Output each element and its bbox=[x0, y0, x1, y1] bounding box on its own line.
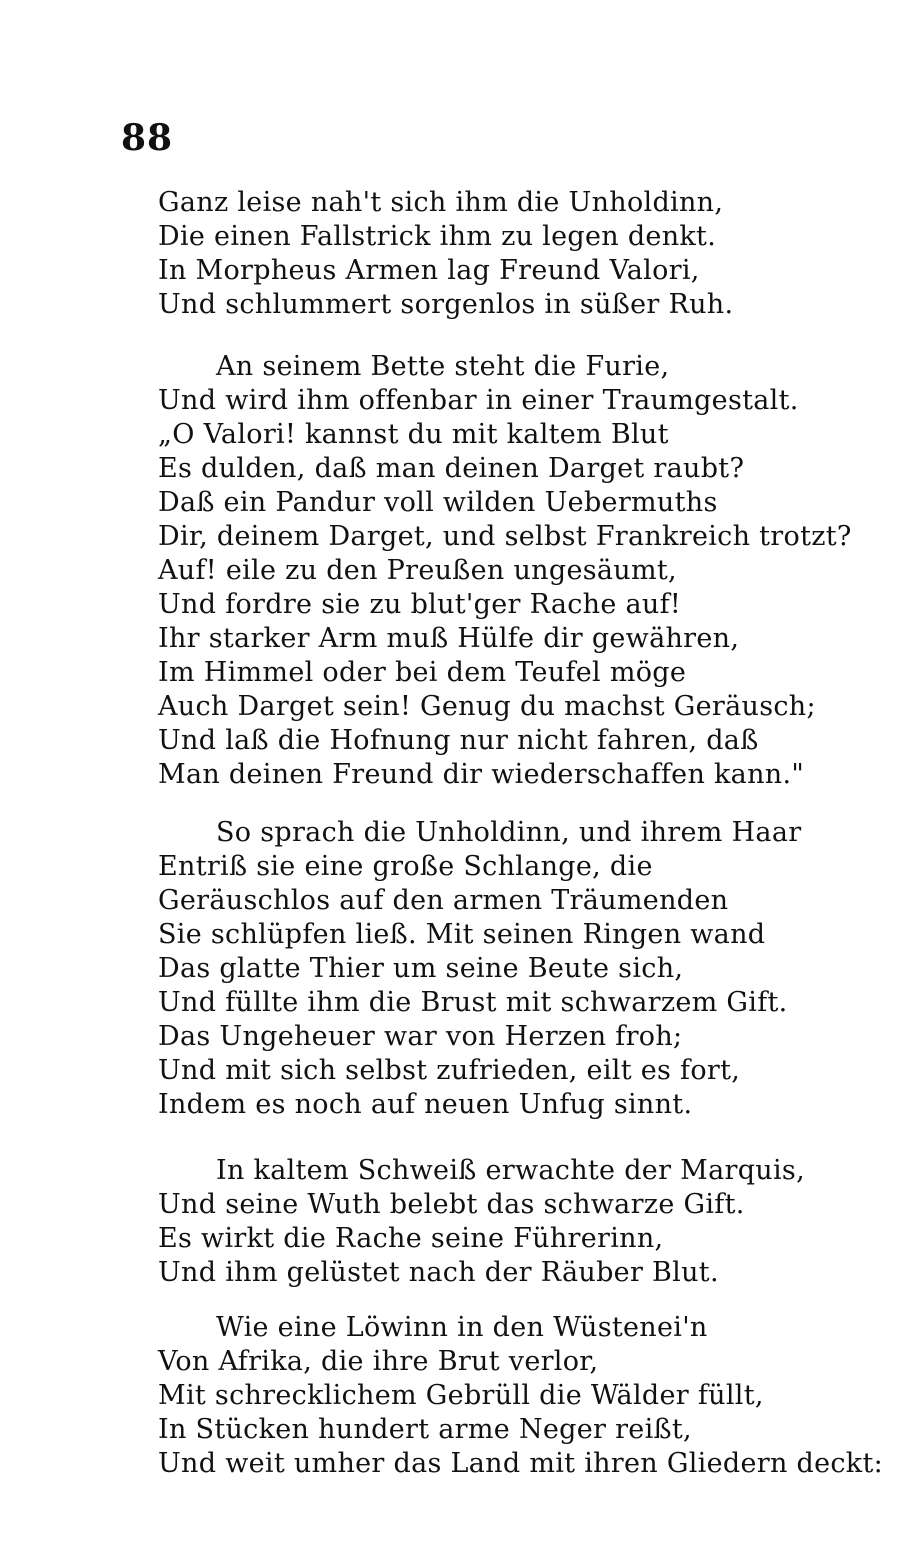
verse-line: Man deinen Freund dir wiederschaffen kann." bbox=[158, 759, 805, 790]
verse-line: Geräuschlos auf den armen Träumenden bbox=[158, 885, 729, 916]
verse-line: Und seine Wuth belebt das schwarze Gift. bbox=[158, 1189, 745, 1220]
page-number: 88 bbox=[121, 117, 174, 159]
verse-line: Von Afrika, die ihre Brut verlor, bbox=[158, 1346, 599, 1377]
verse-line: Die einen Fallstrick ihm zu legen denkt. bbox=[158, 221, 717, 252]
verse-line: In Stücken hundert arme Neger reißt, bbox=[158, 1414, 692, 1445]
stanza bbox=[158, 186, 838, 322]
verse-line: Und ihm gelüstet nach der Räuber Blut. bbox=[158, 1257, 719, 1288]
verse-line: Es wirkt die Rache seine Führerinn, bbox=[158, 1223, 664, 1254]
verse-line: Entriß sie eine große Schlange, die bbox=[158, 851, 653, 882]
stanza bbox=[158, 1311, 884, 1481]
poem-text bbox=[158, 186, 884, 1481]
verse-line: Im Himmel oder bei dem Teufel möge bbox=[158, 657, 687, 688]
verse-line: Wie eine Löwinn in den Wüstenei'n bbox=[216, 1312, 708, 1343]
verse-line: An seinem Bette steht die Furie, bbox=[216, 351, 670, 382]
verse-line: Das glatte Thier um seine Beute sich, bbox=[158, 953, 684, 984]
verse-line: Und füllte ihm die Brust mit schwarzem Gift. bbox=[158, 987, 788, 1018]
verse-line: „O Valori! kannst du mit kaltem Blut bbox=[158, 419, 669, 450]
verse-line: Es dulden, daß man deinen Darget raubt? bbox=[158, 453, 745, 484]
verse-line: Daß ein Pandur voll wilden Uebermuths bbox=[158, 487, 718, 518]
verse-line: Und wird ihm offenbar in einer Traumgestalt. bbox=[158, 385, 799, 416]
verse-line: Und mit sich selbst zufrieden, eilt es fort, bbox=[158, 1055, 741, 1086]
verse-line: In Morpheus Armen lag Freund Valori, bbox=[158, 255, 700, 286]
verse-line: Ganz leise nah't sich ihm die Unholdinn, bbox=[158, 187, 724, 218]
verse-line: Dir, deinem Darget, und selbst Frankreich trotzt? bbox=[158, 521, 852, 552]
verse-line: Sie schlüpfen ließ. Mit seinen Ringen wand bbox=[158, 919, 766, 950]
verse-line: In kaltem Schweiß erwachte der Marquis, bbox=[216, 1155, 805, 1186]
verse-line: Und weit umher das Land mit ihren Gliedern deckt: bbox=[158, 1448, 884, 1479]
verse-line: Auch Darget sein! Genug du machst Geräusch; bbox=[158, 691, 816, 722]
verse-line: Und schlummert sorgenlos in süßer Ruh. bbox=[158, 289, 734, 320]
verse-line: Ihr starker Arm muß Hülfe dir gewähren, bbox=[158, 623, 740, 654]
verse-line: Auf! eile zu den Preußen ungesäumt, bbox=[158, 555, 677, 586]
verse-line: Und fordre sie zu blut'ger Rache auf! bbox=[158, 589, 682, 620]
verse-line: So sprach die Unholdinn, und ihrem Haar bbox=[216, 817, 802, 848]
stanza bbox=[158, 1154, 838, 1290]
verse-line: Und laß die Hofnung nur nicht fahren, daß bbox=[158, 725, 759, 756]
verse-line: Indem es noch auf neuen Unfug sinnt. bbox=[158, 1089, 693, 1120]
verse-line: Das Ungeheuer war von Herzen froh; bbox=[158, 1021, 683, 1052]
stanza bbox=[158, 816, 838, 1122]
verse-line: Mit schrecklichem Gebrüll die Wälder füllt, bbox=[158, 1380, 764, 1411]
stanza bbox=[158, 350, 852, 792]
